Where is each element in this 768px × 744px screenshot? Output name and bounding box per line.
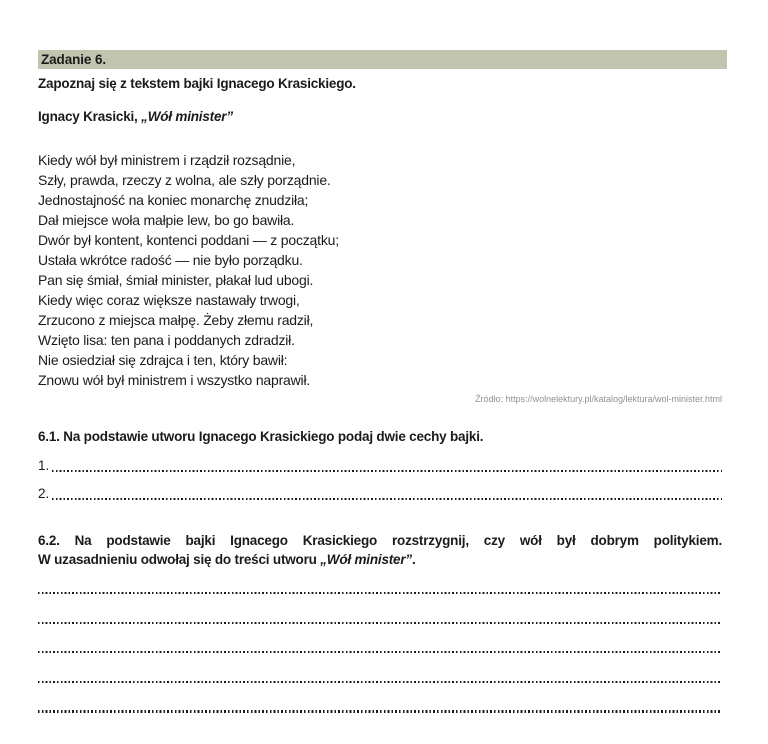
answer-row-2 [38,485,722,502]
question-6-2-work-title: „Wół minister” [320,552,412,567]
poem-line: Nie osiedział się zdrajca i ten, który bawił: [38,352,288,368]
task-instruction: Zapoznaj się z tekstem bajki Ignacego Krasickiego. [38,76,356,91]
question-6-2-line2-suffix: . [411,552,416,567]
answer-number-2: 2. [38,486,50,501]
answer-dotted-line [38,681,722,683]
poem-line: Dwór był kontent, kontenci poddani — z początku; [38,232,339,248]
poem-line: Jednostajność na koniec monarchę znudziła; [38,192,309,208]
answer-lines-6-2 [38,592,722,713]
poem-line: Znowu wół był ministrem i wszystko naprawił. [38,372,311,388]
answer-dotted-line [38,710,722,712]
poem-line: Szły, prawda, rzeczy z wolna, ale szły porządnie. [38,172,331,188]
question-6-2-line1: 6.2. Na podstawie bajki Ignacego Krasickiego rozstrzygnij, czy wół był dobrym politykiem. [38,533,722,548]
answer-dotted-line [52,498,722,500]
poem-line: Dał miejsce woła małpie lew, bo go bawiła. [38,212,295,228]
poem-line: Pan się śmiał, śmiał minister, płakał lud ubogi. [38,272,314,288]
answer-dotted-line [38,651,722,653]
question-6-2-text [38,531,722,569]
answer-dotted-line [38,592,722,594]
source-attribution: Źródło: https://wolnelektury.pl/katalog/lektura/wol-minister.html [475,394,722,404]
poem-line: Wzięto lisa: ten pana i poddanych zdradził. [38,332,295,348]
task-header-bar [38,50,727,69]
poem-line: Kiedy wół był ministrem i rządził rozsądnie, [38,152,296,168]
question-6-2-line2-prefix: W uzasadnieniu odwołaj się do treści utworu [38,552,321,567]
worksheet-content [38,0,722,713]
poem-author-title [38,108,722,125]
poem-line: Kiedy więc coraz większe nastawały trwogi, [38,292,300,308]
answer-dotted-line [38,622,722,624]
answer-row-1 [38,457,722,474]
answer-number-1: 1. [38,458,50,473]
poem-text [38,150,722,390]
question-6-2-line2 [38,550,722,569]
task-header-label: Zadanie 6. [41,52,107,67]
poem-title: „Wół minister” [141,109,233,124]
question-6-1-text: 6.1. Na podstawie utworu Ignacego Krasickiego podaj dwie cechy bajki. [38,429,484,444]
poem-line: Zrzucono z miejsca małpę. Żeby złemu radził, [38,312,314,328]
answer-dotted-line [52,470,722,472]
poem-author: Ignacy Krasicki, [38,109,142,124]
poem-line: Ustała wkrótce radość — nie było porządku. [38,252,303,268]
